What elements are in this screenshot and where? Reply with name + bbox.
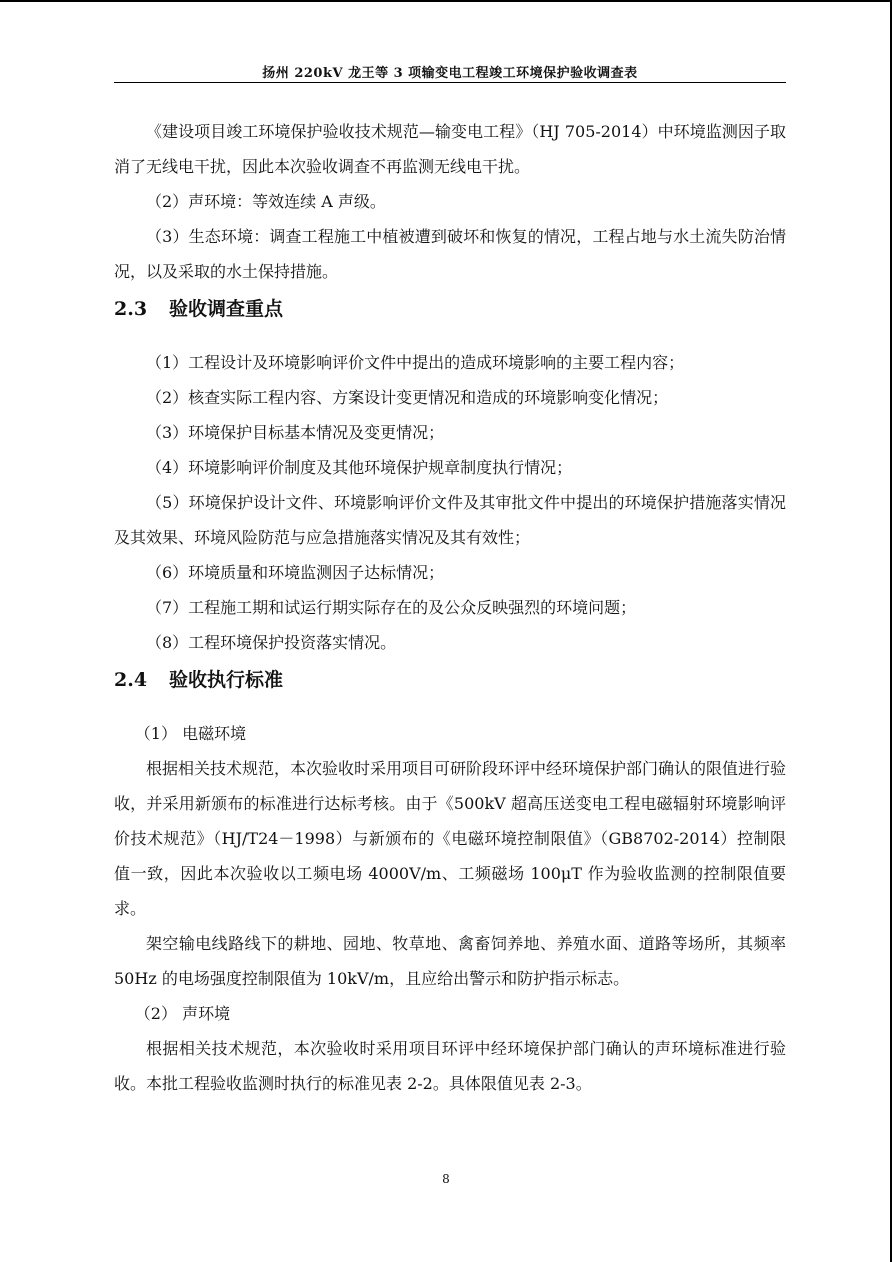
subsection-1-paragraph-2: 架空输电线路线下的耕地、园地、牧草地、禽畜饲养地、养殖水面、道路等场所，其频率 50Hz 的电场强度控制限值为 10kV/m，且应给出警示和防护指示标志。 — [114, 934, 786, 988]
section-2-4-number: 2.4 — [114, 669, 148, 691]
list-item: （6）环境质量和环境监测因子达标情况； — [146, 563, 445, 582]
page-header: 扬州 220kV 龙王等 3 项输变电工程竣工环境保护验收调查表 — [262, 66, 638, 81]
list-item: （4）环境影响评价制度及其他环境保护规章制度执行情况； — [146, 458, 573, 477]
section-2-3-heading — [114, 297, 786, 321]
list-item: （1）工程设计及环境影响评价文件中提出的造成环境影响的主要工程内容； — [146, 353, 685, 372]
subsection-2-heading: （2） 声环境 — [134, 1004, 231, 1023]
subsection-2-paragraph-1: 根据相关技术规范，本次验收时采用项目环评中经环境保护部门确认的声环境标准进行验收。本批工程验收监测时执行的标准见表 2-2。具体限值见表 2-3。 — [114, 1039, 786, 1093]
section-2-4-title: 验收执行标准 — [169, 669, 284, 691]
section-2-3-list — [114, 345, 786, 660]
subsection-1-paragraph-1: 根据相关技术规范，本次验收时采用项目可研阶段环评中经环境保护部门确认的限值进行验收，并采用新颁布的标准进行达标考核。由于《500kV 超高压送变电工程电磁辐射环境影响评价技术规范》（HJ/T24－1998）与新颁布的《电磁环境控制限值》（GB8702-2014）控制限值一致，因此本次验收以工频电场 4000V/m、工频磁场 100μT 作为验收监测的控制限值要求。 — [114, 759, 787, 918]
list-item: （8）工程环境保护投资落实情况。 — [146, 633, 397, 652]
intro-paragraph-1: 《建设项目竣工环境保护验收技术规范—输变电工程》（HJ 705-2014）中环境监测因子取消了无线电干扰，因此本次验收调查不再监测无线电干扰。 — [114, 122, 786, 176]
list-item: （2）核查实际工程内容、方案设计变更情况和造成的环境影响变化情况； — [146, 388, 669, 407]
page-body — [114, 114, 786, 1101]
intro-paragraph-3: （3）生态环境：调查工程施工中植被遭到破坏和恢复的情况，工程占地与水土流失防治情况，以及采取的水土保持措施。 — [114, 227, 786, 281]
intro-paragraph-2: （2）声环境：等效连续 A 声级。 — [146, 192, 386, 211]
section-2-3-title: 验收调查重点 — [169, 298, 284, 320]
section-2-4-heading — [114, 668, 786, 692]
subsection-1-heading: （1） 电磁环境 — [134, 724, 247, 743]
page-border-top — [0, 0, 892, 2]
list-item: （3）环境保护目标基本情况及变更情况； — [146, 423, 445, 442]
list-item: （5）环境保护设计文件、环境影响评价文件及其审批文件中提出的环境保护措施落实情况及其效果、环境风险防范与应急措施落实情况及其有效性； — [114, 493, 786, 547]
section-2-3-number: 2.3 — [114, 298, 148, 320]
page-number: 8 — [442, 1172, 450, 1186]
list-item: （7）工程施工期和试运行期实际存在的及公众反映强烈的环境问题； — [146, 598, 637, 617]
header-rule — [114, 82, 786, 83]
